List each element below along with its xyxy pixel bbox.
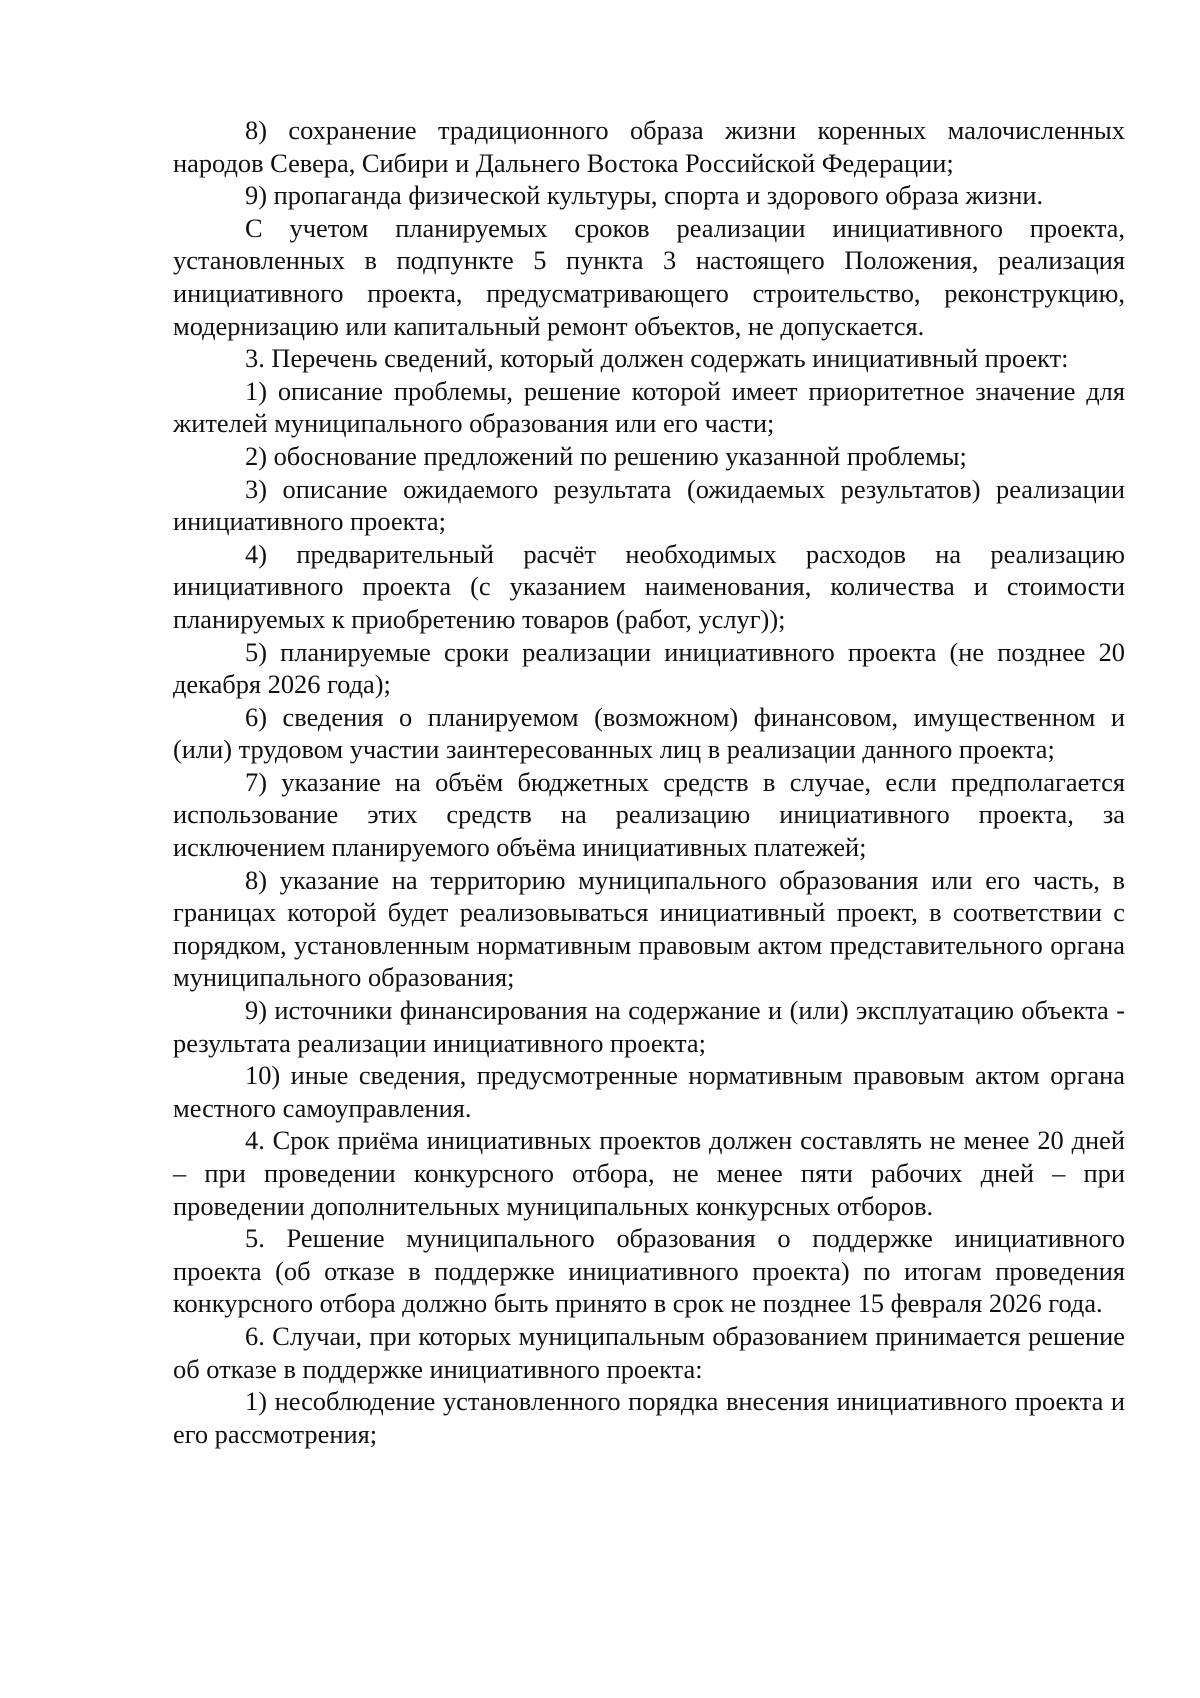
paragraph-item-8-territory: 8) указание на территорию муниципального образования или его часть, в границах которой будет реализовываться инициативный проект, в соответствии с порядком, установленным нормативным правовым актом представительного органа муниципального образования; (173, 864, 1125, 993)
paragraph-item-1-noncompliance: 1) несоблюдение установленного порядка внесения инициативного проекта и его рассмотрения; (173, 1386, 1125, 1449)
paragraph-item-6-participation: 6) сведения о планируемом (возможном) финансовом, имущественном и (или) трудовом участии заинтересованных лиц в реализации данного проекта; (173, 701, 1125, 765)
paragraph-section-6-refusal-cases: 6. Случаи, при которых муниципальным образованием принимается решение об отказе в поддержке инициативного проекта: (173, 1320, 1125, 1384)
paragraph-item-5-deadlines: 5) планируемые сроки реализации инициативного проекта (не позднее 20 декабря 2026 года); (173, 636, 1125, 700)
paragraph-section-3-heading: 3. Перечень сведений, который должен содержать инициативный проект: (245, 343, 1069, 374)
paragraph-item-9-sport-propaganda: 9) пропаганда физической культуры, спорта и здорового образа жизни. (245, 180, 1044, 211)
paragraph-construction-restriction: С учетом планируемых сроков реализации инициативного проекта, установленных в подпункте 5 пункта 3 настоящего Положения, реализация инициативного проекта, предусматривающего строительство, реконструкцию, модернизацию или капитальный ремонт объектов, не допускается. (173, 212, 1125, 341)
paragraph-item-8-traditional-lifestyle: 8) сохранение традиционного образа жизни коренных малочисленных народов Севера, Сибири и Дальнего Востока Российской Федерации; (173, 115, 1125, 178)
paragraph-item-10-other-info: 10) иные сведения, предусмотренные нормативным правовым актом органа местного самоуправления. (173, 1060, 1125, 1123)
paragraph-item-9-funding-sources: 9) источники финансирования на содержание и (или) эксплуатацию объекта - результата реализации инициативного проекта; (173, 995, 1125, 1058)
paragraph-section-5-decision: 5. Решение муниципального образования о поддержке инициативного проекта (об отказе в поддержке инициативного проекта) по итогам проведения конкурсного отбора должно быть принято в срок не позднее 15 февраля 2026 года. (173, 1223, 1125, 1319)
paragraph-item-7-budget-funds: 7) указание на объём бюджетных средств в случае, если предполагается использование этих средств на реализацию инициативного проекта, за исключением планируемого объёма инициативных платежей; (173, 766, 1125, 863)
paragraph-item-4-cost-estimate: 4) предварительный расчёт необходимых расходов на реализацию инициативного проекта (с указанием наименования, количества и стоимости планируемых к приобретению товаров (работ, услуг)); (173, 538, 1125, 634)
paragraph-item-3-expected-result: 3) описание ожидаемого результата (ожидаемых результатов) реализации инициативного проекта; (173, 473, 1125, 537)
document-page (173, 114, 1125, 1450)
paragraph-item-2-justification: 2) обоснование предложений по решению указанной проблемы; (245, 440, 967, 471)
paragraph-section-4-acceptance-period: 4. Срок приёма инициативных проектов должен составлять не менее 20 дней – при проведении конкурсного отбора, не менее пяти рабочих дней – при проведении дополнительных муниципальных конкурсных отборов. (173, 1125, 1125, 1221)
paragraph-item-1-problem-description: 1) описание проблемы, решение которой имеет приоритетное значение для жителей муниципального образования или его части; (173, 375, 1125, 439)
